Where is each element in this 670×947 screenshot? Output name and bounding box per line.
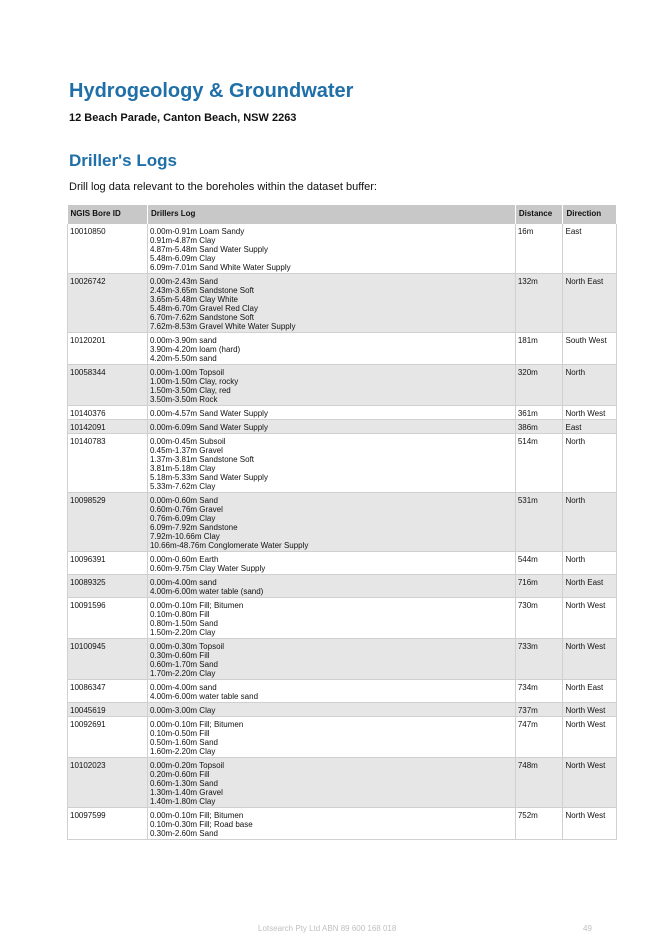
table-row [68,493,617,552]
log-line: 0.00m-0.10m Fill; Bitumen [149,720,244,729]
cell-bore-id: 10142091 [68,420,148,434]
cell-bore-id: 10102023 [68,758,148,808]
cell-distance: 737m [515,703,563,717]
log-line: 0.00m-0.45m Subsoil [149,437,226,446]
log-line: 0.30m-0.60m Fill [149,651,210,660]
log-line: 0.00m-2.43m Sand [149,277,218,286]
page-number: 49 [583,924,592,933]
cell-distance: 361m [515,406,563,420]
log-line: 1.50m-3.50m Clay, red [149,386,231,395]
cell-bore-id: 10089325 [68,575,148,598]
log-line: 0.00m-0.60m Earth [149,555,219,564]
cell-direction: East [563,420,617,434]
table-row [68,552,617,575]
cell-distance: 748m [515,758,563,808]
cell-direction: North [563,493,617,552]
cell-distance: 514m [515,434,563,493]
cell-drillers-log [147,598,515,639]
cell-direction: East [563,224,617,274]
cell-drillers-log [147,717,515,758]
cell-bore-id: 10045619 [68,703,148,717]
cell-distance: 386m [515,420,563,434]
table-row [68,808,617,840]
log-line: 0.10m-0.80m Fill [149,610,210,619]
log-line: 7.62m-8.53m Gravel White Water Supply [149,322,296,331]
log-line: 6.09m-7.92m Sandstone [149,523,238,532]
log-line: 5.18m-5.33m Sand Water Supply [149,473,268,482]
cell-bore-id: 10026742 [68,274,148,333]
table-body [68,224,617,840]
table-row [68,639,617,680]
log-line: 3.50m-3.50m Rock [149,395,218,404]
cell-distance: 132m [515,274,563,333]
cell-direction: South West [563,333,617,365]
cell-direction: North [563,365,617,406]
table-row [68,703,617,717]
cell-direction: North West [563,758,617,808]
cell-drillers-log [147,274,515,333]
table-row [68,224,617,274]
table-row [68,680,617,703]
log-line: 0.60m-1.30m Sand [149,779,218,788]
table-row [68,598,617,639]
log-line: 6.70m-7.62m Sandstone Soft [149,313,255,322]
log-line: 0.00m-4.00m sand [149,578,217,587]
log-line: 0.50m-1.60m Sand [149,738,218,747]
cell-bore-id: 10140376 [68,406,148,420]
log-line: 3.90m-4.20m loam (hard) [149,345,241,354]
log-line: 0.10m-0.30m Fill; Road base [149,820,253,829]
log-line: 1.30m-1.40m Gravel [149,788,223,797]
log-line: 0.30m-2.60m Sand [149,829,218,838]
cell-direction: North West [563,717,617,758]
cell-drillers-log [147,224,515,274]
log-line: 7.92m-10.66m Clay [149,532,220,541]
log-line: 1.37m-3.81m Sandstone Soft [149,455,255,464]
cell-direction: North East [563,274,617,333]
cell-distance: 531m [515,493,563,552]
log-line: 0.00m-4.00m sand [149,683,217,692]
section-title: Driller's Logs [69,151,177,170]
log-line: 1.70m-2.20m Clay [149,669,216,678]
cell-drillers-log [147,703,515,717]
cell-bore-id: 10092691 [68,717,148,758]
cell-direction: North West [563,808,617,840]
cell-drillers-log [147,333,515,365]
cell-direction: North West [563,639,617,680]
log-line: 0.45m-1.37m Gravel [149,446,223,455]
log-line: 0.00m-0.10m Fill; Bitumen [149,601,244,610]
cell-drillers-log [147,808,515,840]
cell-drillers-log [147,758,515,808]
cell-bore-id: 10058344 [68,365,148,406]
log-line: 0.80m-1.50m Sand [149,619,218,628]
table-row [68,333,617,365]
cell-distance: 734m [515,680,563,703]
log-line: 0.76m-6.09m Clay [149,514,216,523]
cell-direction: North East [563,575,617,598]
log-line: 0.60m-0.76m Gravel [149,505,223,514]
cell-bore-id: 10096391 [68,552,148,575]
log-line: 0.00m-3.00m Clay [149,706,216,715]
log-line: 0.60m-1.70m Sand [149,660,218,669]
cell-direction: North West [563,703,617,717]
log-line: 5.33m-7.62m Clay [149,482,216,491]
log-line: 0.60m-9.75m Clay Water Supply [149,564,266,573]
cell-distance: 752m [515,808,563,840]
log-line: 0.20m-0.60m Fill [149,770,210,779]
log-line: 4.20m-5.50m sand [149,354,217,363]
col-header-drillers-log: Drillers Log [147,205,515,224]
cell-distance: 716m [515,575,563,598]
cell-direction: North [563,434,617,493]
log-line: 0.10m-0.50m Fill [149,729,210,738]
cell-drillers-log [147,575,515,598]
cell-bore-id: 10091596 [68,598,148,639]
cell-bore-id: 10010850 [68,224,148,274]
log-line: 5.48m-6.70m Gravel Red Clay [149,304,258,313]
log-line: 4.00m-6.00m water table sand [149,692,259,701]
log-line: 0.00m-4.57m Sand Water Supply [149,409,268,418]
cell-drillers-log [147,493,515,552]
col-header-direction: Direction [563,205,617,224]
table-row [68,575,617,598]
page-title: Hydrogeology & Groundwater [69,80,354,102]
cell-direction: North East [563,680,617,703]
cell-bore-id: 10097599 [68,808,148,840]
log-line: 0.00m-3.90m sand [149,336,217,345]
log-line: 2.43m-3.65m Sandstone Soft [149,286,255,295]
cell-drillers-log [147,552,515,575]
cell-direction: North West [563,406,617,420]
cell-distance: 320m [515,365,563,406]
table-row [68,365,617,406]
table-row [68,420,617,434]
cell-distance: 181m [515,333,563,365]
intro-text: Drill log data relevant to the boreholes within the dataset buffer: [69,181,377,193]
cell-distance: 16m [515,224,563,274]
col-header-bore-id: NGIS Bore ID [68,205,148,224]
log-line: 1.60m-2.20m Clay [149,747,216,756]
log-line: 6.09m-7.01m Sand White Water Supply [149,263,291,272]
cell-distance: 730m [515,598,563,639]
log-line: 1.40m-1.80m Clay [149,797,216,806]
table-header-row [68,205,617,224]
log-line: 5.48m-6.09m Clay [149,254,216,263]
site-address: 12 Beach Parade, Canton Beach, NSW 2263 [69,112,297,124]
log-line: 0.91m-4.87m Clay [149,236,216,245]
cell-drillers-log [147,406,515,420]
footer-company: Lotsearch Pty Ltd ABN 89 600 168 018 [258,924,397,933]
cell-bore-id: 10100945 [68,639,148,680]
cell-bore-id: 10140783 [68,434,148,493]
cell-drillers-log [147,365,515,406]
table-row [68,758,617,808]
log-line: 0.00m-0.10m Fill; Bitumen [149,811,244,820]
table-row [68,274,617,333]
log-line: 0.00m-0.20m Topsoil [149,761,225,770]
log-line: 3.81m-5.18m Clay [149,464,216,473]
table-row [68,406,617,420]
cell-drillers-log [147,434,515,493]
log-line: 1.00m-1.50m Clay, rocky [149,377,239,386]
log-line: 0.00m-0.30m Topsoil [149,642,225,651]
cell-drillers-log [147,420,515,434]
cell-distance: 733m [515,639,563,680]
cell-bore-id: 10098529 [68,493,148,552]
log-line: 4.00m-6.00m water table (sand) [149,587,264,596]
drillers-log-table [67,205,617,840]
table-row [68,717,617,758]
cell-bore-id: 10120201 [68,333,148,365]
log-line: 3.65m-5.48m Clay White [149,295,238,304]
cell-drillers-log [147,680,515,703]
log-line: 1.50m-2.20m Clay [149,628,216,637]
log-line: 0.00m-0.91m Loam Sandy [149,227,245,236]
cell-direction: North [563,552,617,575]
col-header-distance: Distance [515,205,563,224]
cell-distance: 544m [515,552,563,575]
table-row [68,434,617,493]
cell-direction: North West [563,598,617,639]
cell-bore-id: 10086347 [68,680,148,703]
log-line: 0.00m-6.09m Sand Water Supply [149,423,268,432]
log-line: 10.66m-48.76m Conglomerate Water Supply [149,541,309,550]
log-line: 4.87m-5.48m Sand Water Supply [149,245,268,254]
log-line: 0.00m-1.00m Topsoil [149,368,225,377]
cell-drillers-log [147,639,515,680]
log-line: 0.00m-0.60m Sand [149,496,218,505]
cell-distance: 747m [515,717,563,758]
